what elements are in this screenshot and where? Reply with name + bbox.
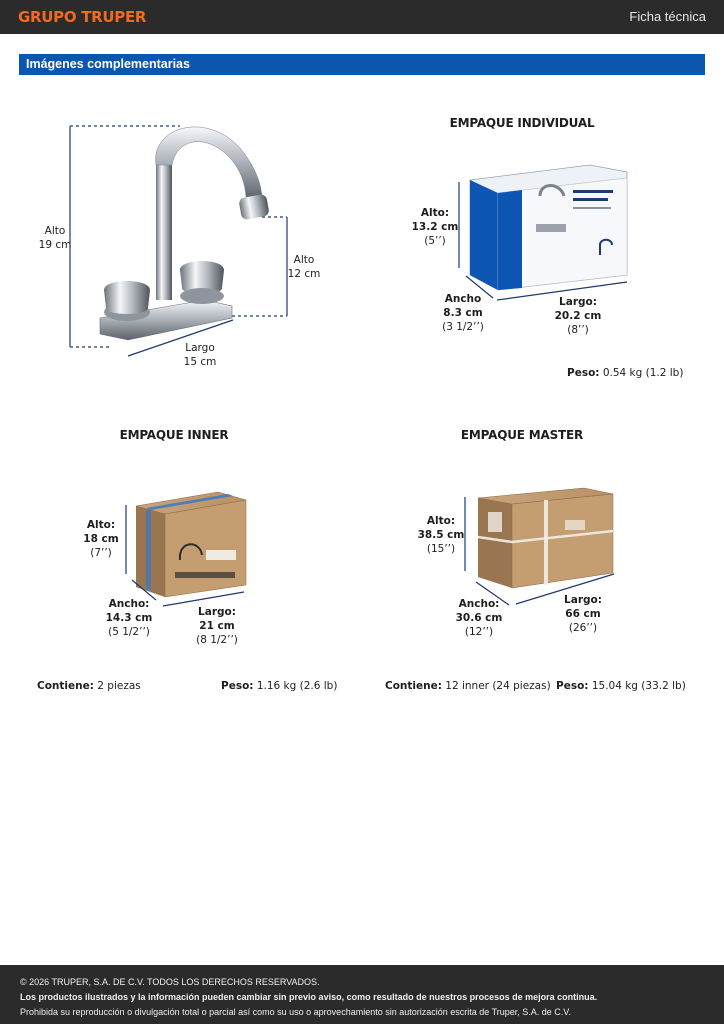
- empaque-individual-title: EMPAQUE INDIVIDUAL: [449, 116, 595, 130]
- individual-box-illustration: [470, 165, 627, 290]
- faucet-alto-total-label: Alto 19 cm: [38, 225, 72, 251]
- inner-peso: Peso: 1.16 kg (2.6 lb): [221, 680, 338, 692]
- master-peso: Peso: 15.04 kg (33.2 lb): [556, 680, 686, 692]
- individual-peso: Peso: 0.54 kg (1.2 lb): [567, 367, 684, 379]
- individual-ancho-label: Ancho 8.3 cm (3 1/2’’): [442, 293, 484, 333]
- section-title: Imágenes complementarias: [26, 57, 190, 71]
- master-ancho-label: Ancho: 30.6 cm (12’’): [455, 598, 503, 638]
- master-alto-label: Alto: 38.5 cm (15’’): [417, 515, 465, 555]
- faucet-largo-label: Largo 15 cm: [183, 342, 217, 368]
- inner-ancho-label: Ancho: 14.3 cm (5 1/2’’): [105, 598, 153, 638]
- master-box-illustration: [478, 488, 613, 588]
- doc-title: Ficha técnica: [629, 9, 706, 24]
- faucet-illustration: [100, 127, 270, 340]
- footer: [0, 965, 724, 1024]
- brand-logo: GRUPO TRUPER: [18, 8, 147, 26]
- individual-alto-label: Alto: 13.2 cm (5’’): [411, 207, 459, 247]
- faucet-alto-cano-label: Alto 12 cm: [287, 254, 321, 280]
- individual-largo-label: Largo: 20.2 cm (8’’): [554, 296, 602, 336]
- inner-box-illustration: [136, 492, 246, 597]
- inner-largo-label: Largo: 21 cm (8 1/2’’): [196, 606, 238, 646]
- footer-notice: Los productos ilustrados y la información pueden cambiar sin previo aviso, como resultado de nuestros procesos de mejora continua.: [20, 992, 598, 1002]
- master-contiene: Contiene: 12 inner (24 piezas): [385, 680, 551, 692]
- empaque-master-title: EMPAQUE MASTER: [460, 428, 584, 442]
- footer-prohibition: Prohibida su reproducción o divulgación total o parcial así como su uso o aprovechamiento sin autorización escrita de Truper, S.A. de C.V.: [20, 1007, 571, 1017]
- inner-contiene: Contiene: 2 piezas: [37, 680, 141, 692]
- empaque-inner-title: EMPAQUE INNER: [119, 428, 229, 442]
- inner-alto-label: Alto: 18 cm (7’’): [83, 519, 119, 559]
- master-largo-label: Largo: 66 cm (26’’): [564, 594, 602, 634]
- footer-copyright: © 2026 TRUPER, S.A. DE C.V. TODOS LOS DERECHOS RESERVADOS.: [20, 977, 320, 987]
